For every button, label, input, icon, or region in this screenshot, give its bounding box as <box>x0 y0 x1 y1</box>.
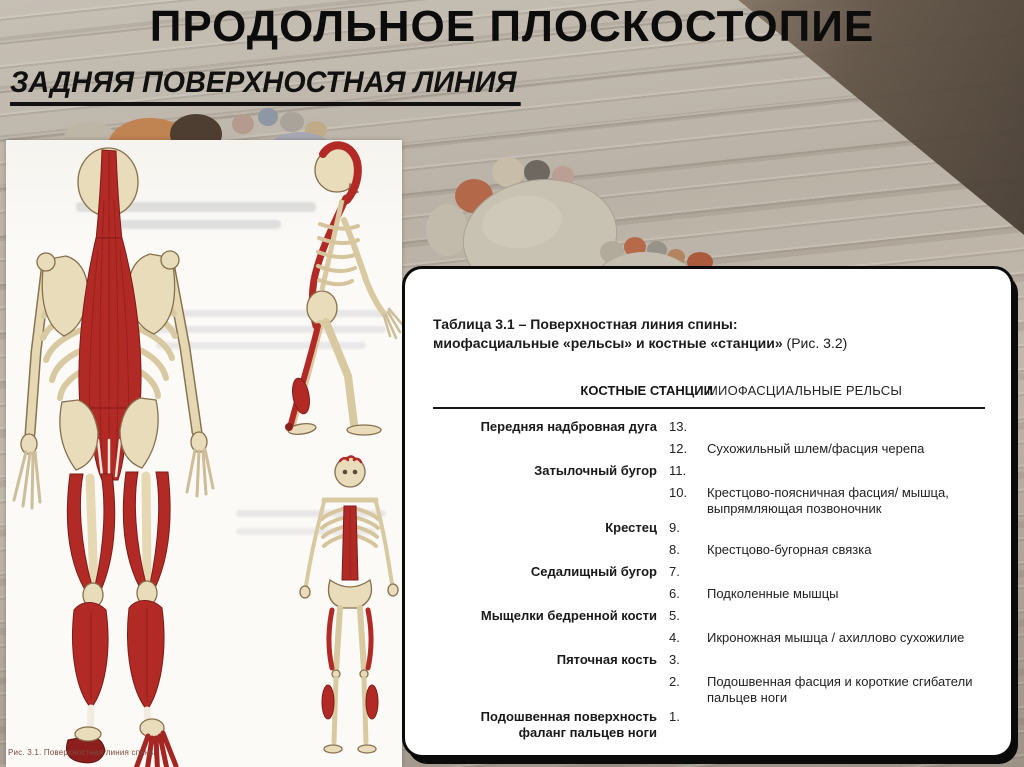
table-row <box>433 630 985 649</box>
table-row <box>433 608 985 627</box>
myofascial-rail-cell: Подколенные мышцы <box>707 586 839 601</box>
table-title <box>433 315 985 353</box>
table-header-row <box>433 383 985 398</box>
table-card <box>402 266 1014 758</box>
myofascial-rail-cell <box>707 520 985 539</box>
table-row <box>433 520 985 539</box>
superficial-back-line-illustration <box>6 140 402 767</box>
myofascial-rail-cell <box>707 608 985 627</box>
myofascial-rail-cell: Икроножная мышца / ахиллово сухожилие <box>707 630 965 645</box>
column-header-rails: МИОФАСЦИАЛЬНЫЕ РЕЛЬСЫ <box>707 383 903 398</box>
row-number-cell: 8. <box>669 542 680 557</box>
table-row <box>433 463 985 482</box>
myofascial-rail-cell <box>707 709 985 741</box>
myofascial-rail-cell: Крестцово-поясничная фасция/ мышца, выпрямляющая позвоночник <box>707 485 949 516</box>
myofascial-rail-cell <box>707 564 985 583</box>
bone-station-cell <box>433 586 657 605</box>
row-number-cell: 13. <box>669 419 688 434</box>
bone-station-cell <box>433 441 657 460</box>
row-number-cell: 10. <box>669 485 688 500</box>
row-number-cell: 3. <box>669 652 680 667</box>
bone-station-cell <box>433 542 657 561</box>
myofascial-rail-cell <box>707 652 985 671</box>
bone-station-cell <box>433 485 657 517</box>
myofascial-rail-cell: Подошвенная фасция и короткие сгибатели пальцев ноги <box>707 674 973 705</box>
figure-caption: Рис. 3.1. Поверхностная линия спины <box>8 748 156 757</box>
row-number-cell: 1. <box>669 709 680 724</box>
myofascial-rail-cell <box>707 419 985 438</box>
figure-back-view-muscles <box>14 148 213 767</box>
row-number-cell: 9. <box>669 520 680 535</box>
bone-station-cell: Крестец <box>605 520 657 535</box>
table-row <box>433 542 985 561</box>
table-row <box>433 709 985 741</box>
table-row <box>433 586 985 605</box>
myofascial-rail-cell: Сухожильный шлем/фасция черепа <box>707 441 925 456</box>
table-title-line1: Таблица 3.1 – Поверхностная линия спины: <box>433 316 738 332</box>
anatomy-figure-panel <box>6 140 402 767</box>
table-row <box>433 564 985 583</box>
bone-station-cell <box>433 630 657 649</box>
table-row <box>433 485 985 517</box>
page-title <box>0 4 1024 50</box>
row-number-cell: 4. <box>669 630 680 645</box>
myofascial-rail-cell: Крестцово-бугорная связка <box>707 542 872 557</box>
myofascial-rail-cell <box>707 463 985 482</box>
table-row <box>433 441 985 460</box>
row-number-cell: 2. <box>669 674 680 689</box>
table-row <box>433 419 985 438</box>
bone-station-cell: Седалищный бугор <box>530 564 657 579</box>
table-rows <box>433 419 985 741</box>
table-title-line2-ref: (Рис. 3.2) <box>782 335 848 351</box>
bone-station-cell: Передняя надбровная дуга <box>480 419 657 434</box>
table-row <box>433 652 985 671</box>
table-header-rule <box>433 407 985 409</box>
figure-front-view-skeleton <box>300 457 398 754</box>
table-title-line2-bold: миофасциальные «рельсы» и костные «станции» <box>433 335 783 351</box>
table-row <box>433 674 985 706</box>
bone-station-cell: Пяточная кость <box>556 652 657 667</box>
row-number-cell: 12. <box>669 441 688 456</box>
figure-side-view-skeleton <box>285 145 402 436</box>
bone-station-cell <box>433 674 657 706</box>
column-header-stations: КОСТНЫЕ СТАНЦИИ <box>580 383 713 398</box>
row-number-cell: 7. <box>669 564 680 579</box>
bone-station-cell: Затылочный бугор <box>534 463 657 478</box>
bone-station-cell: Мыщелки бедренной кости <box>480 608 657 623</box>
row-number-cell: 11. <box>669 463 687 478</box>
row-number-cell: 5. <box>669 608 680 623</box>
row-number-cell: 6. <box>669 586 680 601</box>
bone-station-cell: Подошвенная поверхность фаланг пальцев ноги <box>480 709 657 740</box>
page-subtitle: ЗАДНЯЯ ПОВЕРХНОСТНАЯ ЛИНИЯ <box>10 66 520 106</box>
page-title-text: ПРОДОЛЬНОЕ ПЛОСКОСТОПИЕ <box>149 2 875 51</box>
